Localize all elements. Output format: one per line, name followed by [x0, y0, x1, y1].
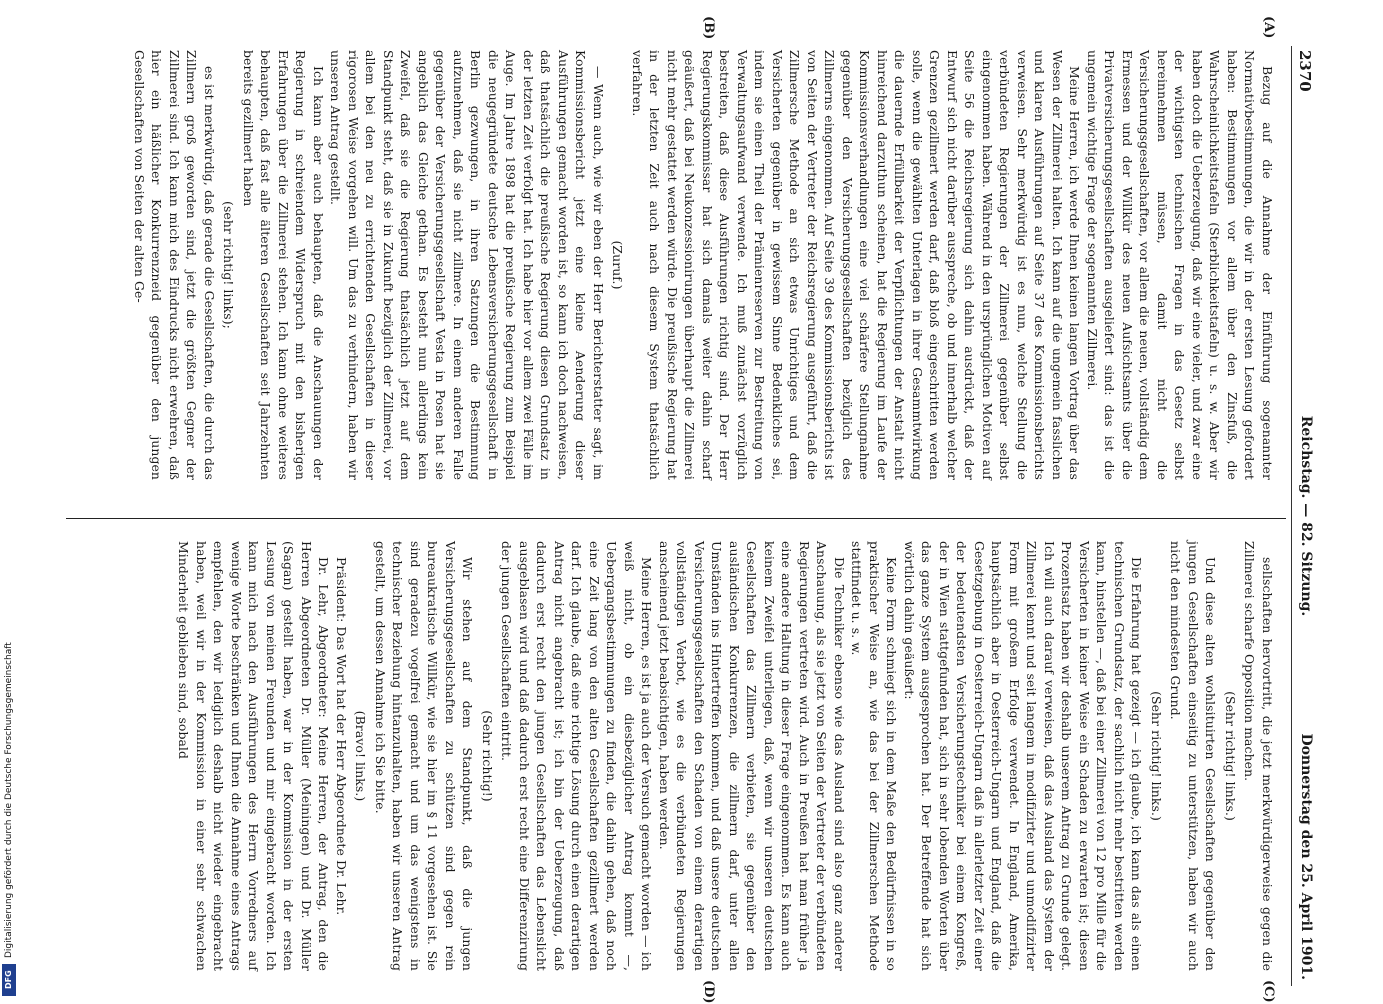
margin-mark-b: (B) — [701, 16, 716, 40]
margin-mark-a: (A) — [1261, 16, 1276, 39]
interjection: (Bravo! links.) — [353, 710, 369, 802]
header-date: Donnerstag den 25. April 1901. — [1298, 733, 1314, 980]
interjection: (Zuruf.) — [610, 240, 626, 290]
paragraph: Und diese alten wohlsituirten Gesellschaften gegenüber den jungen Gesellschaften einseitig zu unterstützen, haben wir auch nicht den mindesten Grund. — [1168, 541, 1219, 971]
funding-note — [2, 606, 16, 996]
paragraph: — Wenn auch, wie wir eben der Herr Berichterstatter sagt, im Kommissionsbericht jetzt eine kleine Aenderung dieser Ausführungen gemacht worden ist, so kann ich doch nachweisen, daß thatsächlich die preußische Regierung diesen Grundsatz in der letzten Zeit verfolgt hat. Ich habe hier vor allem zwei Fälle im Auge. Im Jahre 1898 hat die preußische Regierung zum Beispiel die neugegründete deutsche Lebensversicherungsgesellschaft in Berlin gezwungen, in ihren Satzungen die Bestimmung aufzunehmen, daß sie nicht zillmere. In einem anderen Falle gegenüber der Versicherungsgesellschaft Vesta in Posen hat sie angeblich das Gleiche gethan. Es besteht nun allerdings kein Zweifel, daß sie die Regierung thatsächlich jetzt auf dem Standpunkt steht, daß sie in Zukunft bezüglich der Zillmerei, vor allem bei den neu zu errichtenden Gesellschaften in dieser rigorosen Weise vorgehen will. Um das zu verhindern, haben wir unseren Antrag gestellt. — [328, 50, 606, 480]
paragraph: Meine Herren, es ist ja auch der Versuch gemacht worden — ich weiß nicht, ob ein diesbezüglicher Antrag kommt —, Uebergangsbestimmungen zu finden, die dahin gehen, daß noch eine Zeit lang von den alten Gesellschaften gezillmert werden darf. Ich glaube, daß eine richtige Lösung durch einen derartigen Antrag nicht angebracht ist; ich bin der Ueberzeugung, daß dadurch erst recht den jungen Gesellschaften das Lebenslicht ausgeblasen wird und daß dadurch erst recht eine Differenzirung der jungen Gesellschaften eintritt. — [499, 541, 655, 971]
page-header — [1290, 46, 1316, 986]
interjection: (Sehr richtig!) — [480, 710, 495, 802]
paragraph: es ist merkwürdig, daß gerade die Gesellschaften, die durch das Zillmern groß geworden sind, jetzt die größten Gegner der Zillmerei sind. Ich kann mich des Eindrucks nicht erwehren, daß hier ein häßlicher Konkurrenzneid gegenüber den jungen Gesellschaften von Seiten der alten Ge- — [132, 50, 217, 480]
page-number: 2370 — [1296, 50, 1314, 92]
paragraph: Wir stehen auf dem Standpunkt, daß die jungen Versicherungsgesellschaften zu schützen sind gegen rein bureaukratische Willkür, wie sie hier im § 11 vorgesehen ist. Sie sind geradezu vogelfrei gemacht und um das wenigstens in technischer Beziehung hintanzuhalten, haben wir unseren Antrag gestellt, um dessen Annahme ich Sie bitte. — [373, 541, 476, 971]
interjection: (Sehr richtig! links.) — [1149, 691, 1164, 821]
funding-note-text: Digitalisierung gefördert durch die Deutsche Forschungsgemeinschaft — [4, 642, 14, 958]
paragraph: Meine Herren, ich werde Ihnen keinen langen Vortrag über das Wesen der Zillmerei halten. Ich kann auf die ungemein fasslichen und klaren Ausführungen auf Seite 37 des Kommissionsberichts verweisen. Sehr merkwürdig ist es nun, welche Stellung die verbündeten Regierungen der Zillmerei gegenüber selbst eingenommen haben. Während in den ursprünglichen Motiven auf Seite 56 die Reichsregierung sich dahin ausdrückt, daß der Entwurf sich nicht darüber ausspreche, ob und innerhalb welcher Grenzen gezillmert werden darf, daß bloß eingeschritten werden solle, wenn die gewählten Unterlagen in ihrer Gesammtwirkung die dauernde Erfüllbarkeit der Verpflichtungen der Anstalt nicht hinreichend darzuthun scheinen, hat die Regierung im Laufe der Kommissionsverhandlungen eine viel schärfere Stellungnahme gegenüber den Versicherungsgesellschaften bezüglich des Zillmerns eingenommen. Auf Seite 39 des Kommissionsberichts ist von Seiten der Vertreter der Reichsregierung ausgeführt, daß die Zillmersche Methode an sich etwas Unrichtiges und dem Versicherten gegenüber in gewissem Sinne Bedenkliches sei, indem sie einen Theil der Prämienreserven zur Bestreitung von Verwaltungsaufwand verwende. Ich muß zunächst vorzüglich bestreiten, daß diese Ausführungen richtig sind. Der Herr Regierungskommissar hat sich damals weiter dahin scharf geäußert, daß bei Neukonzessionirungen überhaupt die Zillmerei nicht mehr gestattet werden würde. Die preußische Regierung hat in der letzten Zeit auch nach diesem System thatsächlich verfahren. — [630, 50, 1083, 480]
speaker-paragraph: Präsident: Das Wort hat der Herr Abgeordnete Dr. Lehr. — [334, 557, 349, 916]
interjection: (sehr richtig! links); — [221, 201, 237, 329]
paragraph: sellschaften hervortritt, die jetzt merkwürdigerweise gegen die Zillmerei scharfe Opposition machen. — [1242, 541, 1275, 971]
quotation: Keine Form schmiegt sich in dem Maße den Bedürfnissen in so praktischer Weise an, wie das bei der Zillmerschen Methode stattfindet u. s. w. — [849, 541, 900, 971]
margin-mark-d: (D) — [701, 980, 716, 1004]
rotated-page-content — [56, 16, 1316, 1004]
paragraph: Ich kann aber auch behaupten, daß die Anschauungen der Regierung in schreiendem Widerspruch mit den bisherigen Erfahrungen über die Zillmerei stehen. Ich kann ohne weiteres behaupten, daß fast alle älteren Gesellschaften seit Jahrzehnten bereits gezillmert haben — [241, 50, 326, 480]
paragraph: Bezug auf die Annahme der Einführung sogenannter Normativbestimmungen, die wir in der ersten Lesung gefordert haben: Bestimmungen vor allem über den Zinsfuß, die Wahrscheinlichkeitstafeln (Sterblichkeitstafeln) u. s. w. Aber wir haben doch die Ueberzeugung, daß wir eine vieler, und zwar eine der wichtigsten technischen Fragen in das Gesetz selbst hereinnehmen müssen, damit nicht die Versicherungsgesellschaften, vor allem die neuen, vollständig dem Ermessen und der Willkür des neuen Aufsichtsamts über die Privatversicherungsgesellschaften ausgeliefert sind: das ist die ungemein wichtige Frage der sogenannten Zillmerei. — [1085, 50, 1275, 480]
dfg-logo: DFG — [2, 964, 16, 996]
right-column — [56, 541, 1276, 971]
header-title: Reichstag. — 82. Sitzung. — [1298, 415, 1314, 617]
margin-mark-c: (C) — [1261, 980, 1276, 1003]
paragraph: Die Techniker ebenso wie das Ausland sind also ganz anderer Anschauung, als sie jetzt von Seiten der Vertreter der verbündeten Regierungen vertreten wird. Auch in Preußen hat man früher ja eine andere Haltung in dieser Frage eingenommen. Es kann auch keinem Zweifel unterliegen, daß, wenn wir unseren deutschen Gesellschaften das Zillmern verbieten, sie gegenüber den ausländischen Konkurrenzen, die zillmern darf, unter allen Umständen ins Hintertreffen kommen, und daß unsere deutschen Versicherungsgesellschaften den Schaden von einem derartigen vollständigen Verbot, wie es die verbündeten Regierungen anscheinend jetzt beabsichtigen, haben werden. — [657, 541, 847, 971]
left-column — [56, 50, 1276, 480]
header-rule — [1291, 46, 1292, 986]
interjection: (Sehr richtig! links.) — [1223, 691, 1238, 821]
paragraph: Die Erfahrung hat gezeigt — ich glaube, ich kann das als einen technischen Grundsatz, der sachlich nicht mehr bestritten werden kann, hinstellen —, daß bei einer Zillmerei von 12 pro Mille für die Versicherten in keiner Weise ein Schaden zu erwarten ist; diesen Prozentsatz haben wir deshalb unserem Antrag zu Grunde gelegt. Ich will auch darauf verweisen, daß das Ausland das System der Zillmerei kennt und seit langem in modifizirter und unmodifizirter Form mit großem Erfolge verwendet. In England, Amerika, hauptsächlich aber in Oesterreich-Ungarn und England, daß die Gesetzgebung in Oesterreich-Ungarn daß in allerletzter Zeit einer der bedeutendsten Versicherungstechniker bei einem Kongreß, der in Wien stattgefunden hat, sich in sehr lobenden Worten über das ganze System ausgesprochen hat. Der Betreffende hat sich wörtlich dahin geäußert: — [902, 541, 1145, 971]
column-divider — [66, 518, 1286, 519]
speaker-paragraph: Dr. Lehr, Abgeordneter: Meine Herren, der Antrag, den die Herren Abgeordneten Dr. Müller (Meiningen) und Dr. Müller (Sagan) gestellt haben, war in der Kommission in der ersten Lesung von meinen Freunden und mir eingebracht worden. Ich kann mich nach den Ausführungen des Herrn Vorredners auf wenige Worte beschränken und Ihnen die Annahme eines Antrags empfehlen, den wir lediglich deshalb nicht wieder eingebracht haben, weil wir in der Kommission in einer sehr schwachen Minderheit geblieben sind, sobald — [176, 541, 332, 971]
